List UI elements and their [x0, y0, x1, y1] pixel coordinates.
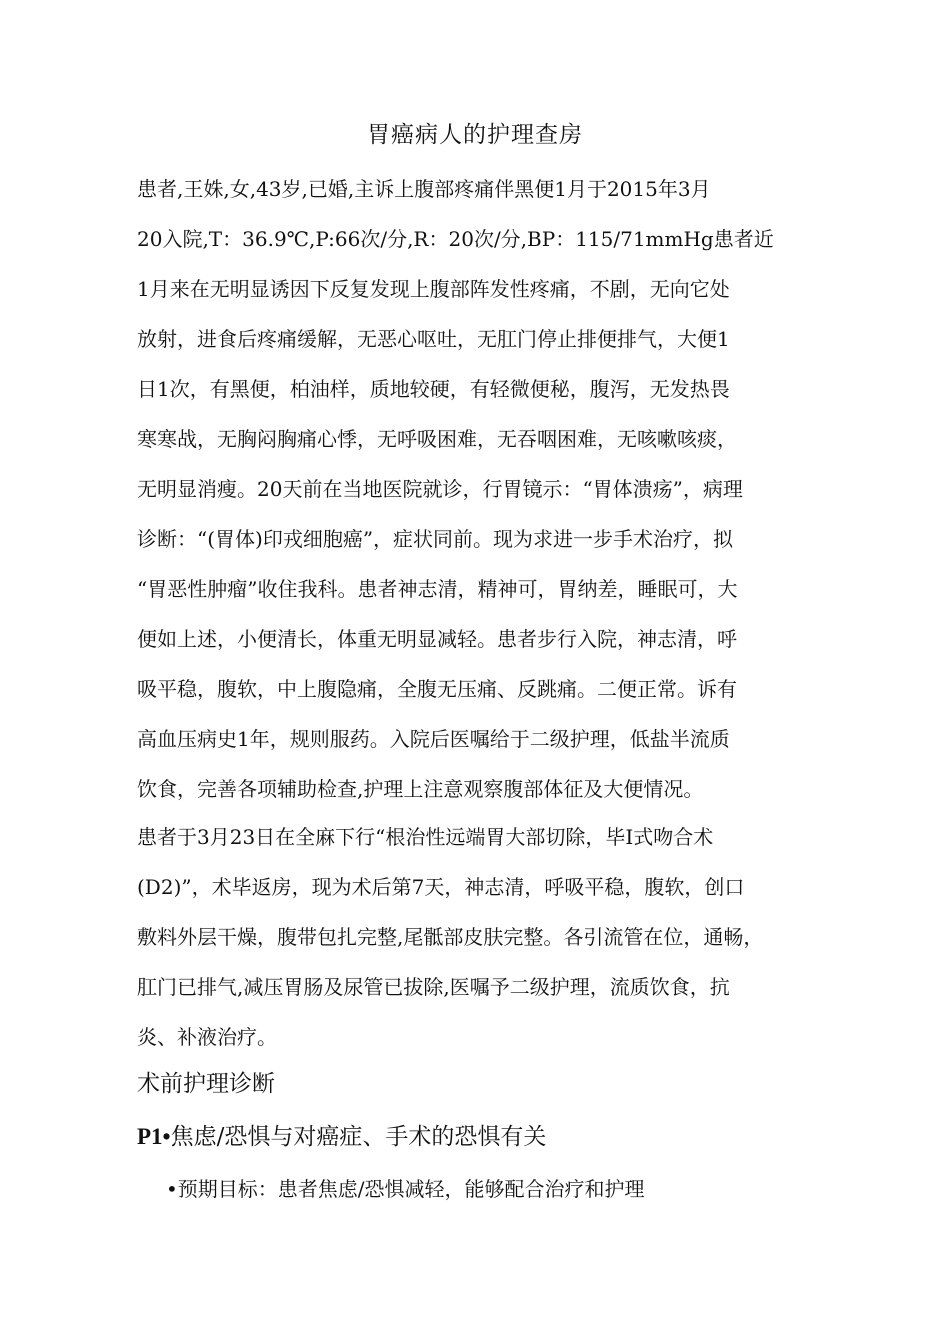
paragraph-line: 吸平稳，腹软，中上腹隐痛，全腹无压痛、反跳痛。二便正常。诉有: [137, 677, 737, 701]
paragraph-line: (D2)”，术毕返房，现为术后第7天，神志清，呼吸平稳，腹软，创口: [137, 875, 745, 899]
paragraph-line: 1月来在无明显诱因下反复发现上腹部阵发性疼痛，不剧，无向它处: [137, 277, 730, 301]
paragraph-line: 敷料外层干燥，腹带包扎完整,尾骶部皮肤完整。各引流管在位，通畅，: [137, 925, 764, 949]
paragraph-line: 患者于3月23日在全麻下行“根治性远端胃大部切除，毕Ⅰ式吻合术: [137, 825, 714, 849]
paragraph-line: “胃恶性肿瘤”收住我科。患者神志清，精神可，胃纳差，睡眠可，大: [137, 577, 738, 601]
paragraph-line: 放射，进食后疼痛缓解，无恶心呕吐，无肛门停止排便排气，大便1: [137, 327, 730, 351]
expected-goal: •预期目标：患者焦虑/恐惧减轻，能够配合治疗和护理: [166, 1177, 645, 1201]
nursing-diagnosis: [137, 1115, 546, 1159]
paragraph-line: 寒寒战，无胸闷胸痛心悸，无呼吸困难，无吞咽困难，无咳嗽咳痰，: [137, 427, 737, 451]
paragraph-line: 肛门已排气,减压胃肠及尿管已拔除,医嘱予二级护理，流质饮食，抗: [137, 975, 730, 999]
surgery-paragraph: [137, 812, 837, 1062]
diagnosis-code: P1•: [137, 1124, 171, 1149]
paragraph-line: 日1次，有黑便，柏油样，质地较硬，有轻微便秘，腹泻，无发热畏: [137, 377, 730, 401]
paragraph-line: 饮食，完善各项辅助检查,护理上注意观察腹部体征及大便情况。: [137, 777, 704, 801]
paragraph-line: 诊断：“(胃体)印戎细胞癌”，症状同前。现为求进一步手术治疗，拟: [137, 527, 734, 551]
admission-paragraph: [137, 164, 837, 814]
document-title: 胃癌病人的护理查房: [367, 122, 583, 148]
paragraph-line: 便如上述，小便清长，体重无明显减轻。患者步行入院，神志清，呼: [137, 627, 737, 651]
paragraph-line: 炎、补液治疗。: [137, 1025, 277, 1049]
paragraph-line: 无明显消瘦。20天前在当地医院就诊，行胃镜示：“胃体溃疡”，病理: [137, 477, 743, 501]
paragraph-line: 高血压病史1年，规则服药。入院后医嘱给于二级护理，低盐半流质: [137, 727, 730, 751]
paragraph-line: 患者,王姝,女,43岁,已婚,主诉上腹部疼痛伴黑便1月于2015年3月: [137, 177, 711, 201]
diagnosis-text: 焦虑/恐惧与对癌症、手术的恐惧有关: [170, 1124, 547, 1150]
section-heading: 术前护理诊断: [137, 1071, 275, 1097]
paragraph-line: 20入院,T：36.9℃,P:66次/分,R：20次/分,BP：115/71mmHg患者近: [137, 227, 774, 251]
